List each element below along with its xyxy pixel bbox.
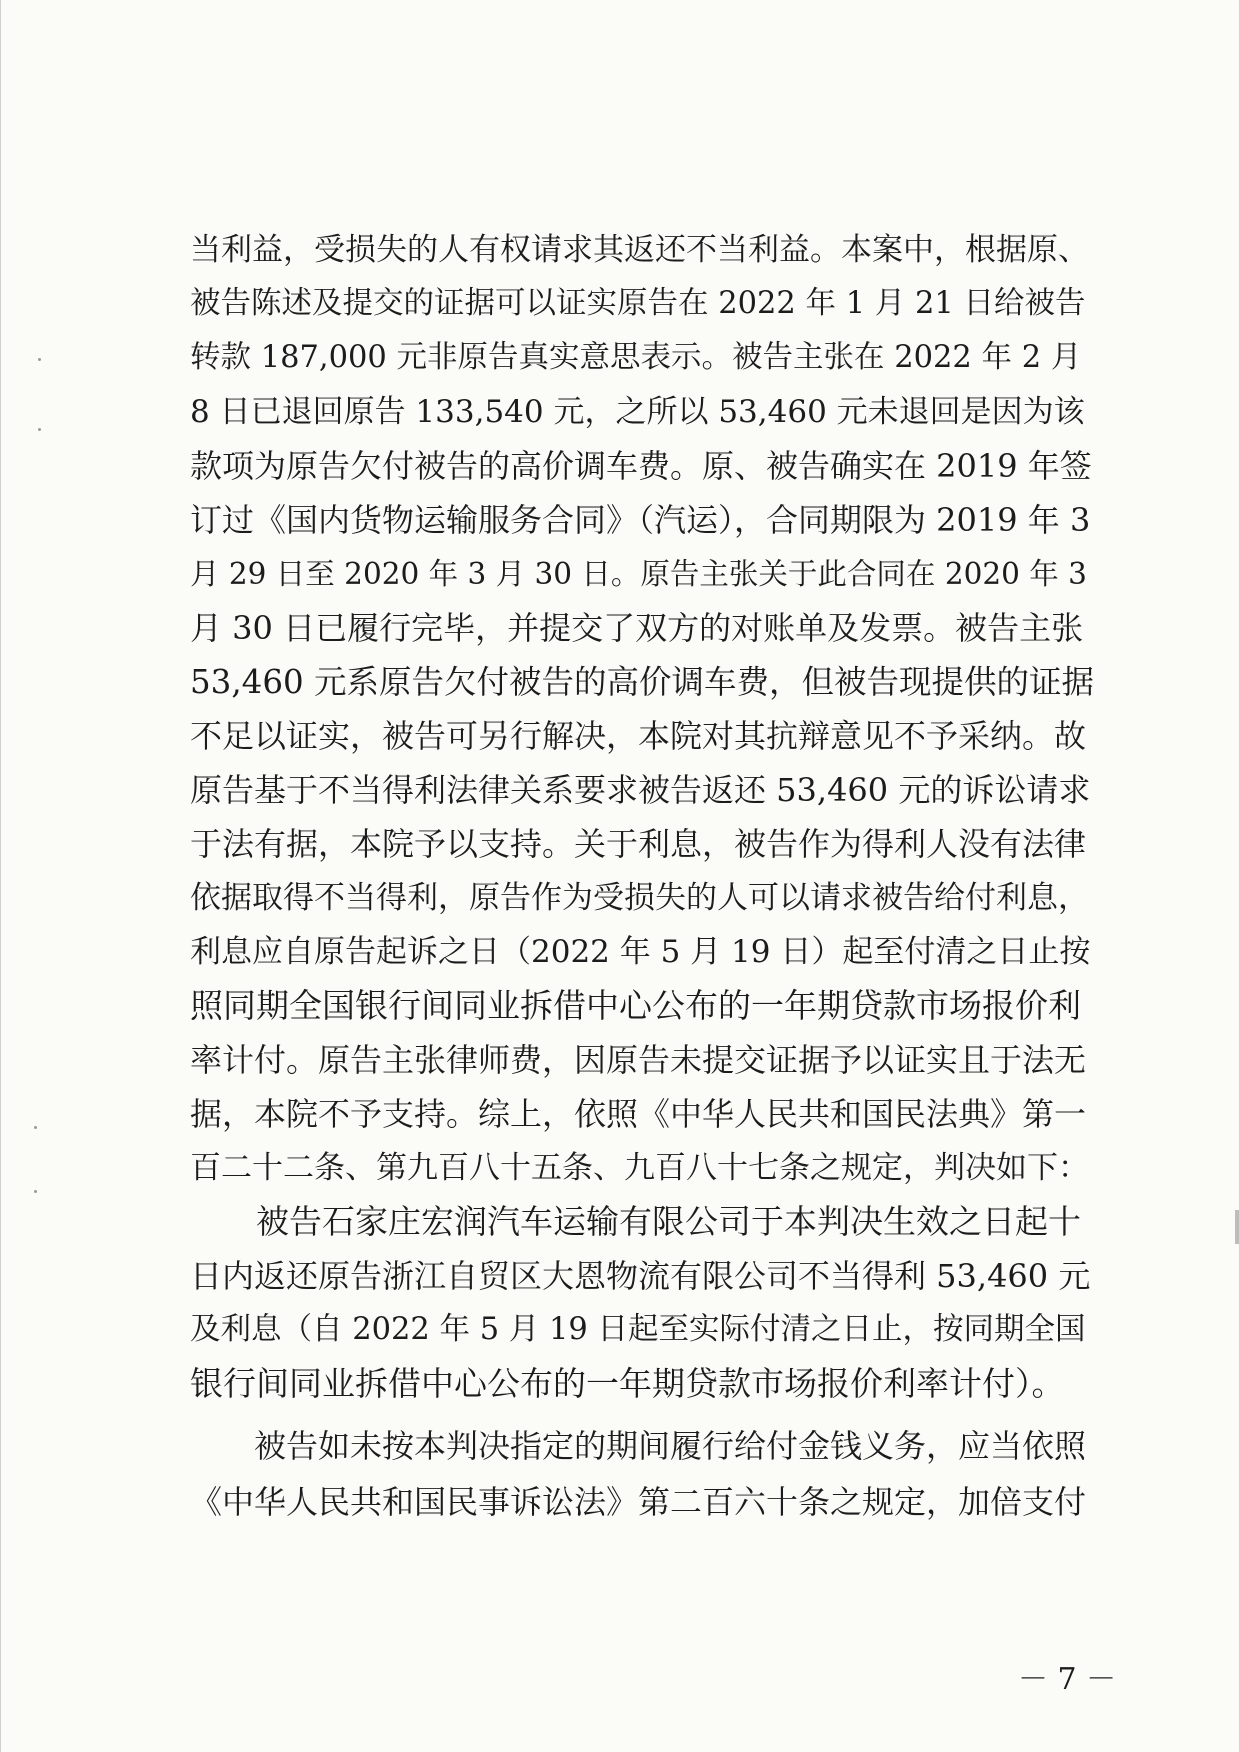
text-line: 及利息（自 2022 年 5 月 19 日起至实际付清之日止，按同期全国	[190, 1312, 1086, 1347]
text-line: 月 29 日至 2020 年 3 月 30 日。原告主张关于此合同在 2020 年 3	[190, 557, 1087, 591]
scan-speck	[38, 358, 41, 361]
text-line: 款项为原告欠付被告的高价调车费。原、被告确实在 2019 年签	[190, 447, 1092, 485]
text-line: 照同期全国银行间同业拆借中心公布的一年期贷款市场报价利	[190, 986, 1081, 1025]
text-line: 据，本院不予支持。综上，依照《中华人民共和国民法典》第一	[190, 1095, 1087, 1133]
scan-edge-line	[0, 0, 1, 1752]
scan-speck	[38, 428, 41, 431]
text-line: 月 30 日已履行完毕，并提交了双方的对账单及发票。被告主张	[190, 609, 1084, 647]
text-line: 利息应自原告起诉之日（2022 年 5 月 19 日）起至付清之日止按	[190, 934, 1091, 970]
text-line: 当利益，受损失的人有权请求其返还不当利益。本案中，根据原、	[190, 232, 1089, 268]
text-line: 日内返还原告浙江自贸区大恩物流有限公司不当得利 53,460 元	[190, 1257, 1091, 1295]
text-line: 原告基于不当得利法律关系要求被告返还 53,460 元的诉讼请求	[190, 771, 1091, 809]
text-line: 依据取得不当得利，原告作为受损失的人可以请求被告给付利息，	[190, 880, 1089, 916]
text-line: 转款 187,000 元非原告真实意思表示。被告主张在 2022 年 2 月	[190, 340, 1082, 375]
text-line: 被告石家庄宏润汽车运输有限公司于本判决生效之日起十	[190, 1202, 1081, 1241]
text-line: 被告如未按本判决指定的期间履行给付金钱义务，应当依照	[190, 1427, 1087, 1465]
text-line: 于法有据，本院予以支持。关于利息，被告作为得利人没有法律	[190, 825, 1087, 863]
text-line: 银行间同业拆借中心公布的一年期贷款市场报价利率计付）。	[190, 1364, 1065, 1403]
text-line: 8 日已退回原告 133,540 元，之所以 53,460 元未退回是因为该	[190, 394, 1085, 430]
text-line: 百二十二条、第九百八十五条、九百八十七条之规定，判决如下：	[190, 1150, 1089, 1186]
page-number: － 7 －	[1018, 1662, 1117, 1697]
scan-speck	[34, 1190, 37, 1193]
scan-edge-mark	[1235, 1210, 1239, 1244]
text-line: 率计付。原告主张律师费，因原告未提交证据予以证实且于法无	[190, 1041, 1087, 1079]
scan-speck	[34, 1126, 37, 1129]
text-line: 《中华人民共和国民事诉讼法》第二百六十条之规定，加倍支付	[190, 1483, 1087, 1521]
text-line: 被告陈述及提交的证据可以证实原告在 2022 年 1 月 21 日给被告	[190, 286, 1086, 321]
text-line: 不足以证实，被告可另行解决，本院对其抗辩意见不予采纳。故	[190, 717, 1087, 755]
text-line: 53,460 元系原告欠付被告的高价调车费，但被告现提供的证据	[190, 663, 1095, 701]
text-line: 订过《国内货物运输服务合同》（汽运），合同期限为 2019 年 3	[190, 501, 1091, 539]
